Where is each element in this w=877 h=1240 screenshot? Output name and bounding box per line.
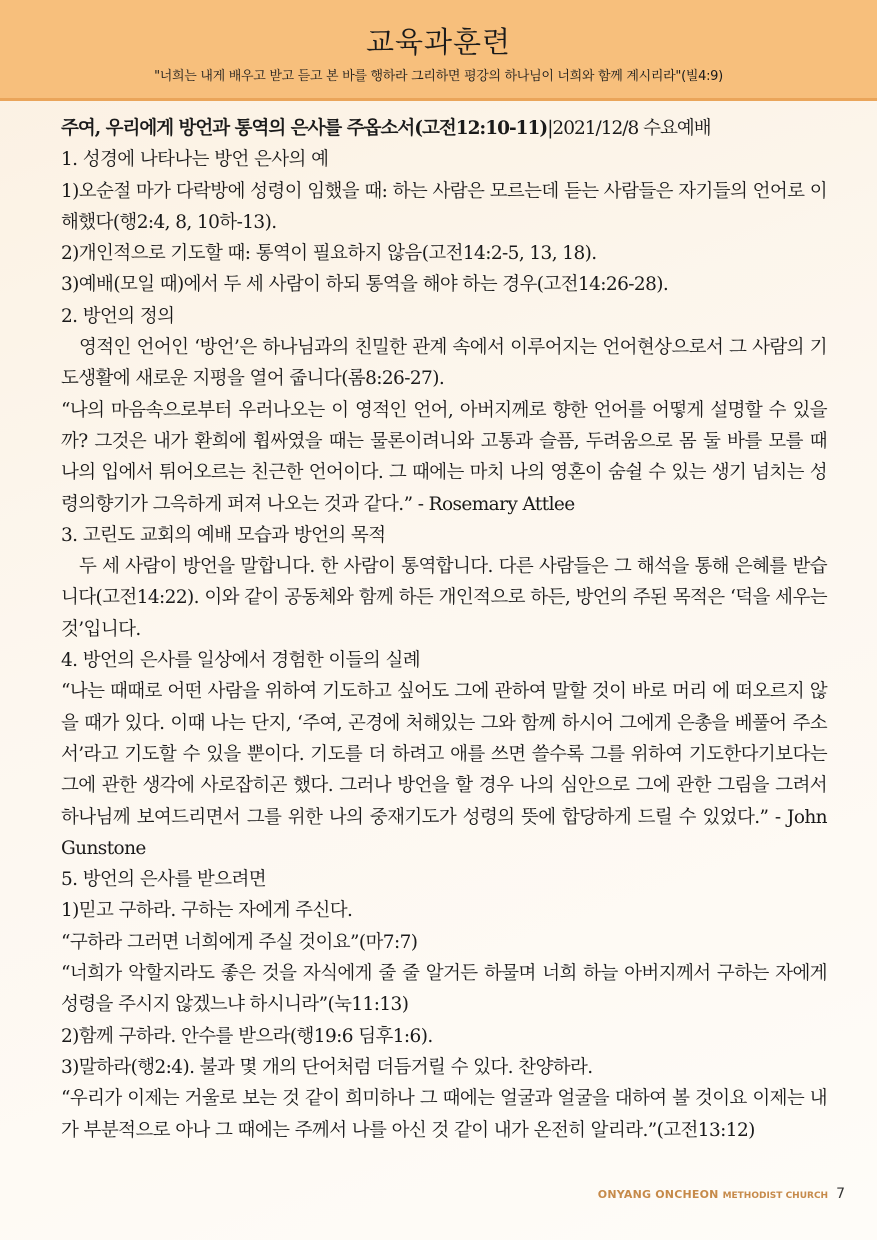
- sermon-heading: [61, 113, 827, 144]
- quote-paragraph: “너희가 악할지라도 좋은 것을 자식에게 줄 줄 알거든 하물며 너희 하늘 아버지께서 구하는 자에게 성령을 주시지 않겠느냐 하시니라”(눅11:13): [61, 963, 827, 1016]
- church-subtitle: METHODIST CHURCH: [722, 1191, 829, 1201]
- header-verse: "너희는 내게 배우고 받고 듣고 본 바를 행하라 그리하면 평강의 하나님이 너희와 함께 계시리라"(빌4:9): [154, 69, 723, 84]
- page-header: [0, 0, 877, 101]
- page-footer: [598, 1183, 845, 1202]
- page-number: 7: [836, 1186, 845, 1202]
- quote-paragraph: “우리가 이제는 거울로 보는 것 같이 희미하나 그 때에는 얼굴과 얼굴을 대하여 볼 것이요 이제는 내가 부분적으로 아나 그 때에는 주께서 나를 아신 것 같이 내가 온전히 알리라.”(고전13:12): [61, 1088, 827, 1141]
- paragraph: 2)개인적으로 기도할 때: 통역이 필요하지 않음(고전14:2-5, 13, 18).: [61, 243, 597, 265]
- section-heading-1: 1. 성경에 나타나는 방언 은사의 예: [61, 149, 329, 171]
- paragraph: 3)예배(모일 때)에서 두 세 사람이 하되 통역을 해야 하는 경우(고전14:26-28).: [61, 274, 669, 296]
- quote-paragraph: “나는 때때로 어떤 사람을 위하여 기도하고 싶어도 그에 관하여 말할 것이 바로 머리 에 떠오르지 않을 때가 있다. 이때 나는 단지, ‘주여, 곤경에 처해있는 그와 함께 하시어 그에게 은총을 베풀어 주소서’라고 기도할 수 있을 뿐이다. 기도를 더 하려고 애를 쓰면 쓸수록 그를 위하여 기도한다기보다는 그에 관한 생각에 사로잡히곤 했다. 그러나 방언을 할 경우 나의 심안으로 그에 관한 그림을 그려서 하나님께 보여드리면서 그를 위한 나의 중재기도가 성령의 뜻에 합당하게 드릴 수 있었다.” - John Gunstone: [61, 681, 827, 859]
- church-name: ONYANG ONCHEON: [597, 1188, 719, 1201]
- paragraph: 3)말하라(행2:4). 불과 몇 개의 단어처럼 더듬거릴 수 있다. 찬양하라.: [61, 1056, 593, 1078]
- paragraph: 두 세 사람이 방언을 말합니다. 한 사람이 통역합니다. 다른 사람들은 그 해석을 통해 은혜를 받습니다(고전14:22). 이와 같이 공동체와 함께 하든 개인적으로 하든, 방언의 주된 목적은 ‘덕을 세우는 것’입니다.: [61, 556, 827, 640]
- quote-paragraph: “구하라 그러면 너희에게 주실 것이요”(마7:7): [61, 931, 418, 953]
- paragraph: 1)믿고 구하라. 구하는 자에게 주신다.: [61, 900, 353, 922]
- paragraph: 1)오순절 마가 다락방에 성령이 임했을 때: 하는 사람은 모르는데 듣는 사람들은 자기들의 언어로 이해했다(행2:4, 8, 10하-13).: [61, 180, 827, 233]
- quote-paragraph: “나의 마음속으로부터 우러나오는 이 영적인 언어, 아버지께로 향한 언어를 어떻게 설명할 수 있을까? 그것은 내가 환희에 휩싸였을 때는 물론이려니와 고통과 슬픔, 두려움으로 몸 둘 바를 모를 때 나의 입에서 튀어오르는 친근한 언어이다. 그 때에는 마치 나의 영혼이 숨쉴 수 있는 생기 넘치는 성령의향기가 그윽하게 퍼져 나오는 것과 같다.” - Rosemary Attlee: [61, 399, 827, 515]
- sermon-date: |2021/12/8 수요예배: [547, 118, 711, 139]
- section-heading-5: 5. 방언의 은사를 받으려면: [61, 869, 267, 891]
- sermon-title: 주여, 우리에게 방언과 통역의 은사를 주옵소서(고전12:10-11): [61, 118, 548, 139]
- section-heading-4: 4. 방언의 은사를 일상에서 경험한 이들의 실례: [61, 650, 421, 672]
- main-content: [61, 113, 827, 1146]
- section-title: 교육과훈련: [365, 25, 512, 59]
- section-heading-2: 2. 방언의 정의: [61, 305, 175, 327]
- section-heading-3: 3. 고린도 교회의 예배 모습과 방언의 목적: [61, 524, 386, 546]
- paragraph: 영적인 언어인 ‘방언’은 하나님과의 친밀한 관계 속에서 이루어지는 언어현상으로서 그 사람의 기도생활에 새로운 지평을 열어 줍니다(롬8:26-27).: [61, 337, 827, 390]
- paragraph: 2)함께 구하라. 안수를 받으라(행19:6 딤후1:6).: [61, 1025, 433, 1047]
